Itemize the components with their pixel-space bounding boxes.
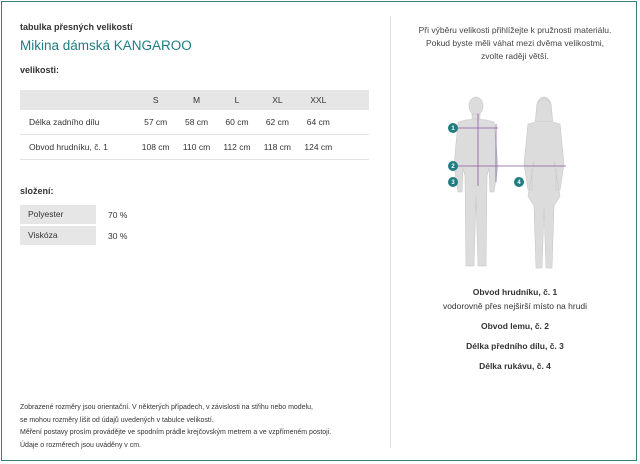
measurement-legend — [395, 287, 635, 371]
legend-item-3-title: Délka předního dílu, č. 3 — [466, 341, 564, 351]
legend-item-2-title: Obvod lemu, č. 2 — [480, 321, 550, 331]
size-header-spacer — [339, 90, 369, 110]
table-cell: 58 cm — [176, 110, 216, 135]
marker-3-label: 3 — [451, 180, 455, 187]
marker-2-label: 2 — [451, 164, 455, 171]
table-cell: 108 cm — [135, 135, 176, 160]
marker-4-label: 4 — [517, 180, 521, 187]
table-cell: 62 cm — [257, 110, 297, 135]
legend-item-4-title: Délka rukávu, č. 4 — [479, 361, 551, 371]
composition-row — [20, 226, 127, 245]
female-hair — [535, 99, 553, 124]
male-body — [454, 119, 498, 266]
row-label: Délka zadního dílu — [20, 110, 135, 135]
fit-note-line: Pokud byste měli váhat mezi dvěma velikostmi, — [425, 38, 605, 48]
table-cell: 64 cm — [298, 110, 339, 135]
size-header: S — [135, 90, 176, 110]
table-cell: 112 cm — [217, 135, 257, 160]
table-cell: 57 cm — [135, 110, 176, 135]
material-value: 70 % — [108, 209, 128, 220]
material-value: 30 % — [108, 230, 128, 241]
size-header: M — [176, 90, 216, 110]
table-row — [20, 110, 369, 135]
header — [20, 22, 370, 75]
table-cell: 110 cm — [176, 135, 216, 160]
table-row — [20, 135, 369, 160]
composition-row — [20, 205, 127, 224]
sizes-label: velikosti: — [20, 65, 60, 75]
composition-label: složení: — [20, 186, 54, 196]
fit-note — [395, 24, 635, 63]
size-header-row — [20, 90, 369, 110]
fit-note-line: zvolte raději větší. — [480, 51, 550, 61]
body-figures-illustration — [440, 96, 580, 276]
legend-item-1-title: Obvod hrudníku, č. 1 — [472, 287, 558, 297]
subtitle: tabulka přesných velikostí — [20, 22, 133, 32]
footer-line: Zobrazené rozměry jsou orientační. V některých případech, v závislosti na střihu nebo modelu, — [20, 404, 313, 411]
size-header: XXL — [298, 90, 339, 110]
footer-line: Údaje o rozměrech jsou uváděny v cm. — [20, 441, 141, 449]
product-title: Mikina dámská KANGAROO — [20, 38, 192, 53]
male-head — [469, 97, 483, 115]
footer-line: Měření postavy prosím provádějte ve spodním prádle krejčovským metrem a ve vzpřímeném postoji. — [20, 429, 332, 436]
table-cell: 124 cm — [298, 135, 339, 160]
fit-note-line: Při výběru velikosti přihlížejte k pružnosti materiálu. — [418, 25, 612, 35]
marker-1-label: 1 — [451, 126, 455, 133]
size-header: L — [217, 90, 257, 110]
female-body — [524, 121, 564, 268]
size-header-empty — [20, 90, 135, 110]
legend-item-1-desc: vodorovně přes nejširší místo na hrudi — [442, 301, 588, 311]
table-cell-spacer — [339, 110, 369, 135]
table-cell: 118 cm — [257, 135, 297, 160]
table-cell-spacer — [339, 135, 369, 160]
material-name: Polyester — [20, 205, 96, 224]
row-label: Obvod hrudníku, č. 1 — [20, 135, 135, 160]
column-divider — [390, 16, 391, 448]
composition — [20, 186, 128, 247]
size-table — [20, 90, 369, 160]
size-header: XL — [257, 90, 297, 110]
material-name: Viskóza — [20, 226, 96, 245]
table-cell: 60 cm — [217, 110, 257, 135]
footer-line: se mohou rozměry lišit od údajů uvedených v tabulce velikostí. — [20, 416, 214, 424]
footer-note — [20, 402, 380, 452]
